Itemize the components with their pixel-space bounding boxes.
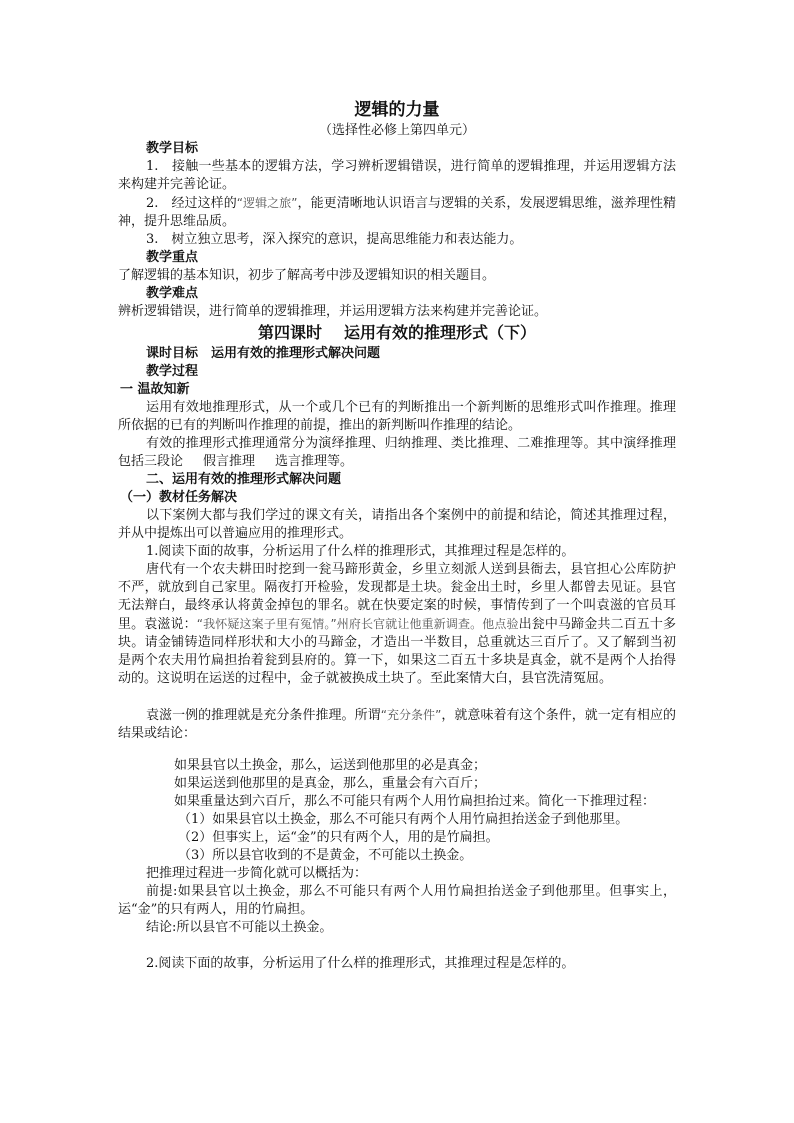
lesson-goal: 课时目标 运用有效的推理形式解决问题 bbox=[146, 346, 381, 361]
difficulty-text: 辨析逻辑错误，进行简单的逻辑推理，并运用逻辑方法来构建并完善论证。 bbox=[118, 304, 548, 319]
doc-title: 逻辑的力量 bbox=[354, 100, 440, 120]
review-paragraph-2: 有效的推理形式推理通常分为演绎推理、归纳推理、类比推理、二难推理等。其中演绎推理包括三段论 假言推理 选言推理等。 bbox=[118, 436, 676, 469]
task-heading: （一）教材任务解决 bbox=[120, 490, 238, 505]
condition-1: 如果县官以土换金，那么，运送到他那里的必是真金； bbox=[174, 758, 487, 773]
goal-3: 3. 树立独立思考，深入探究的意识，提高思维能力和表达能力。 bbox=[146, 232, 523, 247]
step-2: （2）但事实上，运“金”的只有两个人，用的是竹扁担。 bbox=[178, 830, 499, 845]
document-page bbox=[118, 96, 676, 973]
premise-paragraph: 前提:如果县官以土换金，那么不可能只有两个人用竹扁担抬送金子到他那里。但事实上，运“金”的只有两人，用的竹扁担。 bbox=[118, 884, 676, 917]
key-text: 了解逻辑的基本知识，初步了解高考中涉及逻辑知识的相关题目。 bbox=[118, 268, 496, 283]
condition-2: 如果运送到他那里的是真金，那么，重量会有六百斤； bbox=[174, 776, 487, 791]
doc-subtitle: （选择性必修上第四单元） bbox=[318, 123, 475, 138]
condition-3: 如果重量达到六百斤，那么不可能只有两个人用竹扁担抬过来。简化一下推理过程： bbox=[174, 794, 656, 809]
question-1: 1.阅读下面的故事，分析运用了什么样的推理形式，其推理过程是怎样的。 bbox=[146, 544, 575, 559]
story-paragraph: 唐代有一个农夫耕田时挖到一瓮马蹄形黄金，乡里立刻派人送到县衙去，县官担心公库防护不严，就放到自己家里。隔夜打开检验，发现都是土块。瓮金出土时，乡里人都曾去见证。县官无法辩白，最终承认将黄金掉包的罪名。就在快要定案的时候，事情传到了一个叫袁滋的官员耳里。袁滋说：“我怀疑这案子里有冤情。”州府长官就让他重新调查。他点验出瓮中马蹄金共二百五十多块。请金铺铸造同样形状和大小的马蹄金，才造出一半数目，总重就达三百斤了。又了解到当初是两个农夫用竹扁担抬着瓮到县府的。算一下，如果这二百五十多块是真金，就不是两个人抬得动的。这说明在运送的过程中，金子就被换成土块了。至此案情大白，县官洗清冤屈。 bbox=[118, 562, 676, 686]
goal-2: 2. 经过这样的“逻辑之旅”，能更清晰地认识语言与逻辑的关系，发展逻辑思维，滋养理性精神，提升思维品质。 bbox=[118, 196, 676, 229]
lesson-title: 第四课时 运用有效的推理形式（下） bbox=[257, 323, 537, 342]
part2-heading: 二、运用有效的推理形式解决问题 bbox=[146, 472, 342, 487]
task-paragraph: 以下案例大都与我们学过的课文有关，请指出各个案例中的前提和结论，简述其推理过程，并从中提炼出可以普遍应用的推理形式。 bbox=[118, 508, 676, 541]
difficulty-heading: 教学难点 bbox=[146, 286, 199, 301]
step-3: （3）所以县官收到的不是黄金，不可能以土换金。 bbox=[178, 848, 473, 863]
goal-2-quote: “逻辑之旅” bbox=[236, 196, 298, 210]
summary-line: 把推理过程进一步简化就可以概括为： bbox=[146, 866, 368, 881]
analysis-paragraph: 袁滋一例的推理就是充分条件推理。所谓“充分条件”，就意味着有这个条件，就一定有相应的结果或结论： bbox=[118, 708, 676, 741]
process-heading: 教学过程 bbox=[146, 364, 199, 379]
question-2: 2.阅读下面的故事，分析运用了什么样的推理形式，其推理过程是怎样的。 bbox=[146, 956, 575, 971]
step-1: （1）如果县官以土换金，那么不可能只有两个人用竹扁担抬送金子到他那里。 bbox=[178, 812, 629, 827]
review-heading: 一 温故知新 bbox=[120, 382, 190, 397]
key-heading: 教学重点 bbox=[146, 250, 199, 265]
goals-heading: 教学目标 bbox=[146, 141, 199, 156]
goal-1: 1. 接触一些基本的逻辑方法，学习辨析逻辑错误，进行简单的逻辑推理，并运用逻辑方法来构建并完善论证。 bbox=[118, 159, 676, 192]
story-quote: “我怀疑这案子里有冤情。”州府长官就让他重新调查。他点验 bbox=[196, 617, 519, 631]
conclusion-line: 结论:所以县官不可能以土换金。 bbox=[146, 920, 333, 935]
review-paragraph-1: 运用有效地推理形式，从一个或几个已有的判断推出一个新判断的思维形式叫作推理。推理所依据的已有的判断叫作推理的前提，推出的新判断叫作推理的结论。 bbox=[118, 400, 676, 433]
analysis-quote: “充分条件” bbox=[380, 708, 442, 722]
